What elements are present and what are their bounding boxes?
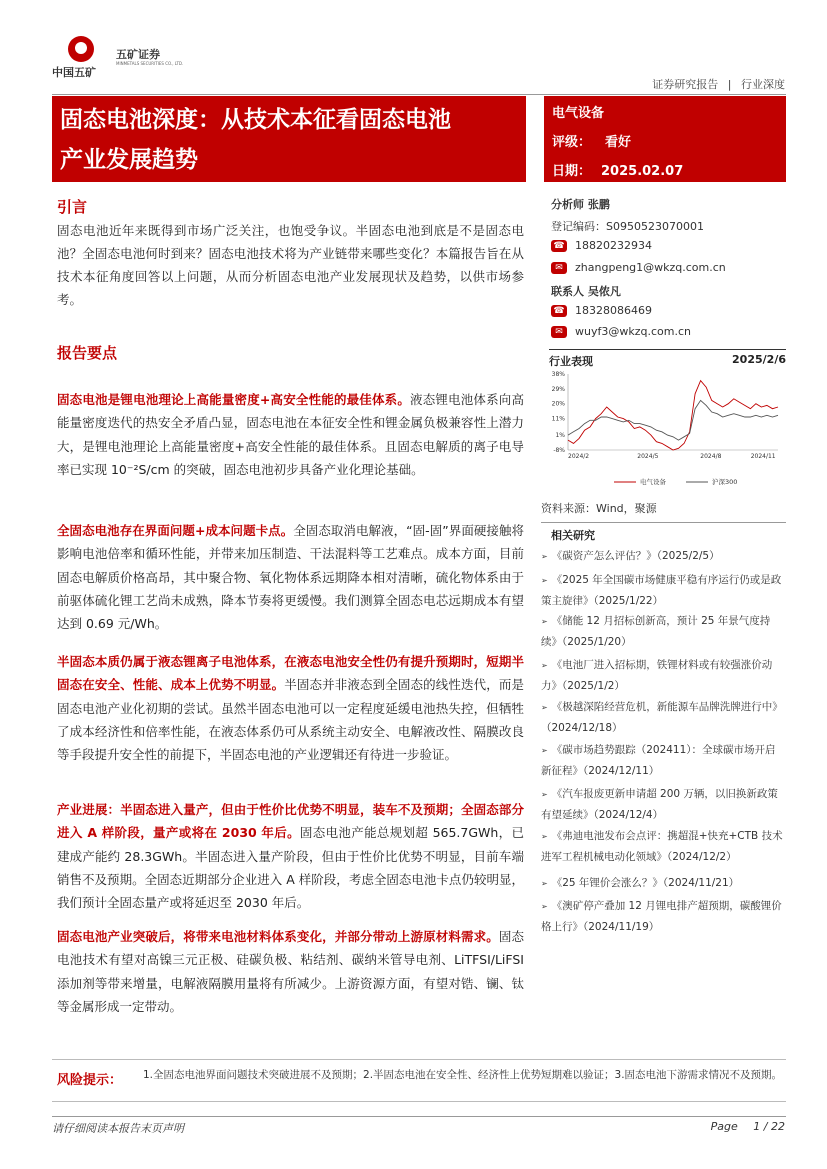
chart-source: 资料来源：Wind，聚源 [541, 502, 657, 515]
report-subtype: 行业深度 [741, 78, 785, 91]
report-type-nav [652, 76, 785, 92]
rating-value: 看好 [605, 135, 632, 150]
registration-label: 登记编码： [551, 220, 606, 233]
y-tick-label: 1% [555, 432, 565, 440]
sector-label: 电气设备 [552, 106, 605, 121]
contact-email[interactable]: wuyf3@wkzq.com.cn [575, 325, 691, 338]
page-label: Page [710, 1120, 738, 1133]
related-item[interactable] [541, 784, 786, 825]
related-heading: 相关研究 [551, 529, 595, 542]
contact-phone-row [551, 304, 652, 317]
related-item[interactable] [541, 740, 786, 781]
related-item[interactable] [541, 546, 786, 567]
related-item[interactable] [541, 873, 786, 894]
phone-icon: ☎ [551, 240, 567, 252]
bullet-icon: ➢ [541, 879, 548, 888]
bullet-icon: ➢ [541, 552, 548, 561]
analyst-name: 分析师 张鹏 [551, 198, 610, 211]
key-point-2-text: 全固态取消电解液，“固-固”界面硬接触将影响电池倍率和循环性能，并带来加压制造、干法混料等工艺难点。成本方面，目前固态电解质价格高昂，其中聚合物、氧化物体系远期降本相对清晰，硫化物体系由于前驱体硫化锂工艺尚未成熟，降本节奏将更缓慢。我们测算全固态电芯远期成本有望达到 0.69 元/Wh。 [57, 523, 524, 632]
report-title [52, 96, 526, 182]
related-item-title: 《澳矿停产叠加 12 月锂电排产超预期，碳酸锂价格上行》（2024/11/19） [541, 900, 782, 933]
key-point-5 [57, 925, 524, 1018]
company-logo [52, 34, 192, 82]
x-tick-label: 2024/11 [750, 453, 776, 460]
brand-name: 五矿证券 [116, 48, 160, 61]
page-value: 1 / 22 [753, 1120, 785, 1133]
risk-label: 风险提示： [57, 1073, 123, 1088]
related-item-title: 《碳资产怎么评估？》（2025/2/5） [551, 550, 720, 562]
analyst-email[interactable]: zhangpeng1@wkzq.com.cn [575, 261, 726, 274]
email-icon: ✉ [551, 326, 567, 338]
phone-icon: ☎ [551, 305, 567, 317]
risk-top-divider [52, 1059, 786, 1060]
bullet-icon: ➢ [541, 832, 548, 841]
intro-text: 固态电池近年来既得到市场广泛关注，也饱受争议。半固态电池到底是不是固态电池？全固态电池何时到来？固态电池技术将为产业链带来哪些变化？本篇报告旨在从技术本征角度回答以上问题，从而分析固态电池产业发展现状及趋势，以供市场参考。 [57, 223, 524, 307]
key-point-2-lead: 全固态电池存在界面问题+成本问题卡点。 [57, 523, 294, 538]
header-divider [52, 94, 786, 95]
key-point-5-lead: 固态电池产业突破后，将带来电池材料体系变化，并部分带动上游原材料需求。 [57, 929, 499, 944]
footer-divider [52, 1116, 786, 1117]
related-item[interactable] [541, 697, 786, 738]
x-tick-label: 2024/2 [568, 453, 590, 460]
y-tick-label: 11% [551, 415, 565, 423]
analyst-registration [551, 218, 704, 234]
rating-panel [544, 96, 786, 182]
related-item-title: 《2025 年全国碳市场健康平稳有序运行仍或是政策主旋律》（2025/1/22） [541, 574, 782, 607]
key-point-3-text: 半固态并非液态到全固态的线性迭代，而是固态电池产业化初期的尝试。虽然半固态电池可以一定程度延缓电池热失控，但牺牲了成本经济性和倍率性能，在液态体系仍可从系统主动安全、电解液改性、隔膜改良等手段提升安全性的前提下，半固态电池的产业逻辑还有待进一步验证。 [57, 677, 524, 763]
bullet-icon: ➢ [541, 790, 548, 799]
key-point-1-text: 液态锂电池体系向高能量密度迭代的热安全矛盾凸显，固态电池在本征安全性和锂金属负极兼容性上潜力大，是锂电池理论上高能量密度+高安全性能的最佳体系。且固态电解质的离子电导率已实现 10⁻²S/cm 的突破，固态电池初步具备产业化理论基础。 [57, 392, 524, 477]
bullet-icon: ➢ [541, 703, 548, 712]
title-line-1: 固态电池深度：从技术本征看固态电池 [60, 107, 451, 133]
date-value: 2025.02.07 [601, 164, 684, 179]
analyst-phone: 18820232934 [575, 239, 652, 252]
analyst-phone-row [551, 239, 652, 252]
rating-label: 评级： [552, 135, 592, 150]
related-item[interactable] [541, 570, 786, 611]
bullet-icon: ➢ [541, 576, 548, 585]
legend-label: 沪深300 [712, 478, 738, 486]
nav-separator: | [727, 78, 732, 91]
bullet-icon: ➢ [541, 902, 548, 911]
contact-name: 联系人 吴侬凡 [551, 285, 621, 298]
related-item[interactable] [541, 896, 786, 937]
bullet-icon: ➢ [541, 746, 548, 755]
key-point-5-text: 固态电池技术有望对高镍三元正极、硅碳负极、粘结剂、碳纳米管导电剂、LiTFSI/LiFSI 添加剂等带来增量，电解液隔膜用量将有所减少。上游资源方面，有望对锆、镧、钛等金属形成一定带动。 [57, 929, 524, 1014]
rating-row [552, 131, 631, 150]
related-divider [541, 522, 786, 523]
related-item[interactable] [541, 655, 786, 696]
related-item[interactable] [541, 826, 786, 867]
key-point-4-lead: 产业进展：半固态进入量产，但由于性价比优势不明显，装车不及预期；全固态部分进入 A 样阶段，量产或将在 2030 年后。 [57, 802, 524, 841]
email-icon: ✉ [551, 262, 567, 274]
key-point-4 [57, 798, 524, 914]
date-row [552, 160, 683, 179]
key-point-1 [57, 388, 524, 481]
footer-disclaimer: 请仔细阅读本报告末页声明 [52, 1122, 184, 1135]
risk-text: 1.全固态电池界面问题技术突破进展不及预期；2.半固态电池在安全性、经济性上优势短期难以验证；3.固态电池下游需求情况不及预期。 [143, 1069, 783, 1081]
related-item-title: 《25 年锂价会涨么？》（2024/11/21） [551, 877, 740, 889]
chart-title: 行业表现 [549, 355, 593, 368]
related-item-title: 《汽车报废更新申请超 200 万辆，以旧换新政策有望延续》（2024/12/4） [541, 788, 778, 821]
report-type: 证券研究报告 [652, 78, 719, 91]
y-tick-label: 29% [551, 385, 565, 393]
risk-bottom-divider [52, 1101, 786, 1102]
series-line-sector [568, 381, 778, 450]
key-point-3 [57, 650, 524, 766]
intro-heading: 引言 [57, 198, 88, 216]
key-point-2 [57, 519, 524, 635]
analyst-email-row [551, 261, 726, 274]
title-line-2: 产业发展趋势 [60, 147, 198, 173]
contact-email-row [551, 325, 691, 338]
related-item-title: 《储能 12 月招标创新高，预计 25 年景气度持续》（2025/1/20） [541, 615, 771, 648]
x-tick-label: 2024/8 [700, 453, 722, 460]
key-points-heading: 报告要点 [57, 344, 118, 362]
page-number [711, 1120, 785, 1133]
bullet-icon: ➢ [541, 661, 548, 670]
x-tick-label: 2024/5 [637, 453, 659, 460]
group-name: 中国五矿 [52, 66, 96, 79]
legend-label: 电气设备 [640, 478, 666, 486]
brand-tagline: MINMETALS SECURITIES CO., LTD. [116, 61, 184, 66]
minmetals-logo-icon [68, 36, 94, 62]
contact-phone: 18328086469 [575, 304, 652, 317]
key-point-1-lead: 固态电池是锂电池理论上高能量密度+高安全性能的最佳体系。 [57, 392, 411, 407]
industry-performance-chart [544, 366, 786, 492]
related-item[interactable] [541, 611, 786, 652]
y-tick-label: 38% [551, 371, 565, 378]
key-point-4-text: 固态电池产能总规划超 565.7GWh，已建成产能约 28.3GWh。半固态进入量产阶段，但由于性价比优势不明显，目前车端销售不及预期。全固态近期部分企业进入 A 样阶段，考虑全固态电池卡点仍较明显，我们预计全固态量产或将延迟至 2030 年后。 [57, 825, 524, 911]
related-item-title: 《弗迪电池发布会点评：携超混+快充+CTB 技术进军工程机械电动化领域》（2024/12/2） [541, 830, 783, 863]
related-item-title: 《电池厂进入招标期，铁锂材料或有较强涨价动力》（2025/1/2） [541, 659, 773, 692]
chart-top-rule [549, 349, 786, 350]
date-label: 日期： [552, 164, 592, 179]
y-tick-label: -8% [553, 447, 565, 454]
related-item-title: 《碳市场趋势跟踪（202411）：全球碳市场开启新征程》（2024/12/11） [541, 744, 776, 777]
key-point-3-lead: 半固态本质仍属于液态锂离子电池体系，在液态电池安全性仍有提升预期时，短期半固态在安全、性能、成本上优势不明显。 [57, 654, 524, 693]
registration-code: S0950523070001 [606, 220, 704, 233]
related-item-title: 《极越深陷经营危机，新能源车品牌洗牌进行中》（2024/12/18） [541, 701, 783, 734]
chart-date: 2025/2/6 [732, 353, 786, 366]
bullet-icon: ➢ [541, 617, 548, 626]
y-tick-label: 20% [551, 400, 565, 408]
